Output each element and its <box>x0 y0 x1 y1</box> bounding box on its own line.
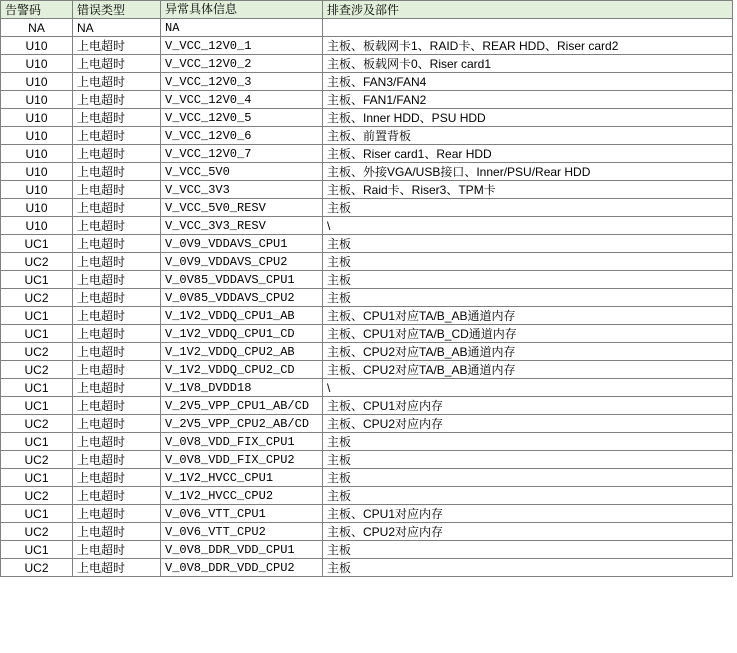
table-row <box>1 289 733 307</box>
table-header <box>1 1 733 19</box>
cell-detail-info: V_0V8_DDR_VDD_CPU2 <box>161 559 323 577</box>
cell-error-type: 上电超时 <box>73 343 161 361</box>
cell-error-type: 上电超时 <box>73 91 161 109</box>
table-row <box>1 109 733 127</box>
cell-error-type: 上电超时 <box>73 253 161 271</box>
cell-parts: 主板、CPU1对应内存 <box>323 397 733 415</box>
cell-parts: 主板 <box>323 199 733 217</box>
cell-error-type: 上电超时 <box>73 73 161 91</box>
cell-parts: \ <box>323 217 733 235</box>
cell-alarm-code: U10 <box>1 199 73 217</box>
cell-alarm-code: U10 <box>1 163 73 181</box>
cell-error-type: 上电超时 <box>73 415 161 433</box>
cell-detail-info: V_VCC_12V0_2 <box>161 55 323 73</box>
cell-parts: 主板、前置背板 <box>323 127 733 145</box>
cell-error-type: 上电超时 <box>73 109 161 127</box>
cell-detail-info: V_1V8_DVDD18 <box>161 379 323 397</box>
table-row <box>1 37 733 55</box>
column-header-parts: 排查涉及部件 <box>323 1 733 19</box>
cell-detail-info: V_0V85_VDDAVS_CPU2 <box>161 289 323 307</box>
cell-alarm-code: UC2 <box>1 451 73 469</box>
cell-detail-info: V_0V9_VDDAVS_CPU1 <box>161 235 323 253</box>
table-row <box>1 199 733 217</box>
table-row <box>1 127 733 145</box>
cell-parts: 主板、Riser card1、Rear HDD <box>323 145 733 163</box>
table-row <box>1 505 733 523</box>
cell-alarm-code: U10 <box>1 217 73 235</box>
cell-alarm-code: UC1 <box>1 541 73 559</box>
cell-detail-info: V_0V6_VTT_CPU2 <box>161 523 323 541</box>
table-row <box>1 433 733 451</box>
cell-detail-info: V_VCC_5V0_RESV <box>161 199 323 217</box>
cell-detail-info: NA <box>161 19 323 37</box>
cell-alarm-code: U10 <box>1 55 73 73</box>
cell-alarm-code: UC1 <box>1 307 73 325</box>
cell-parts: 主板 <box>323 559 733 577</box>
cell-parts: 主板 <box>323 469 733 487</box>
cell-detail-info: V_0V8_DDR_VDD_CPU1 <box>161 541 323 559</box>
cell-parts: 主板 <box>323 271 733 289</box>
cell-parts: 主板、外接VGA/USB接口、Inner/PSU/Rear HDD <box>323 163 733 181</box>
cell-parts: 主板 <box>323 487 733 505</box>
table-row <box>1 271 733 289</box>
cell-parts: 主板 <box>323 451 733 469</box>
cell-error-type: 上电超时 <box>73 145 161 163</box>
cell-alarm-code: UC1 <box>1 271 73 289</box>
cell-parts: 主板 <box>323 235 733 253</box>
table-row <box>1 559 733 577</box>
cell-alarm-code: UC2 <box>1 253 73 271</box>
cell-alarm-code: U10 <box>1 109 73 127</box>
cell-error-type: 上电超时 <box>73 55 161 73</box>
cell-detail-info: V_0V8_VDD_FIX_CPU1 <box>161 433 323 451</box>
cell-detail-info: V_1V2_HVCC_CPU2 <box>161 487 323 505</box>
cell-detail-info: V_1V2_VDDQ_CPU1_AB <box>161 307 323 325</box>
cell-alarm-code: UC1 <box>1 469 73 487</box>
cell-parts: \ <box>323 379 733 397</box>
cell-alarm-code: UC1 <box>1 379 73 397</box>
table-row <box>1 163 733 181</box>
cell-error-type: 上电超时 <box>73 235 161 253</box>
cell-alarm-code: UC1 <box>1 397 73 415</box>
cell-error-type: 上电超时 <box>73 559 161 577</box>
table-row <box>1 397 733 415</box>
cell-error-type: 上电超时 <box>73 271 161 289</box>
table-row <box>1 235 733 253</box>
cell-parts: 主板 <box>323 433 733 451</box>
cell-error-type: 上电超时 <box>73 163 161 181</box>
cell-detail-info: V_1V2_VDDQ_CPU2_CD <box>161 361 323 379</box>
table-row <box>1 469 733 487</box>
cell-detail-info: V_1V2_HVCC_CPU1 <box>161 469 323 487</box>
cell-alarm-code: UC2 <box>1 343 73 361</box>
cell-alarm-code: UC1 <box>1 235 73 253</box>
cell-error-type: 上电超时 <box>73 217 161 235</box>
cell-detail-info: V_VCC_12V0_3 <box>161 73 323 91</box>
table-row <box>1 307 733 325</box>
cell-alarm-code: NA <box>1 19 73 37</box>
cell-parts: 主板、CPU2对应TA/B_AB通道内存 <box>323 343 733 361</box>
cell-error-type: 上电超时 <box>73 199 161 217</box>
table-row <box>1 253 733 271</box>
cell-error-type: 上电超时 <box>73 379 161 397</box>
table-row <box>1 379 733 397</box>
table-row <box>1 73 733 91</box>
table-header-row <box>1 1 733 19</box>
cell-detail-info: V_2V5_VPP_CPU2_AB/CD <box>161 415 323 433</box>
table-row <box>1 55 733 73</box>
cell-alarm-code: UC1 <box>1 325 73 343</box>
cell-parts <box>323 19 733 37</box>
cell-parts: 主板 <box>323 541 733 559</box>
cell-error-type: NA <box>73 19 161 37</box>
cell-alarm-code: UC1 <box>1 505 73 523</box>
cell-detail-info: V_0V8_VDD_FIX_CPU2 <box>161 451 323 469</box>
cell-alarm-code: UC1 <box>1 433 73 451</box>
cell-alarm-code: U10 <box>1 91 73 109</box>
cell-error-type: 上电超时 <box>73 397 161 415</box>
cell-alarm-code: UC2 <box>1 361 73 379</box>
cell-detail-info: V_VCC_12V0_1 <box>161 37 323 55</box>
table-row <box>1 145 733 163</box>
cell-error-type: 上电超时 <box>73 361 161 379</box>
cell-alarm-code: UC2 <box>1 523 73 541</box>
table-row <box>1 541 733 559</box>
table-row <box>1 325 733 343</box>
cell-parts: 主板、板载网卡1、RAID卡、REAR HDD、Riser card2 <box>323 37 733 55</box>
cell-alarm-code: U10 <box>1 37 73 55</box>
cell-parts: 主板、FAN1/FAN2 <box>323 91 733 109</box>
cell-error-type: 上电超时 <box>73 433 161 451</box>
cell-detail-info: V_VCC_12V0_5 <box>161 109 323 127</box>
cell-error-type: 上电超时 <box>73 325 161 343</box>
table-row <box>1 415 733 433</box>
cell-error-type: 上电超时 <box>73 127 161 145</box>
table-row <box>1 217 733 235</box>
cell-detail-info: V_VCC_12V0_7 <box>161 145 323 163</box>
cell-alarm-code: U10 <box>1 181 73 199</box>
cell-error-type: 上电超时 <box>73 487 161 505</box>
cell-parts: 主板、FAN3/FAN4 <box>323 73 733 91</box>
cell-detail-info: V_0V85_VDDAVS_CPU1 <box>161 271 323 289</box>
table-row <box>1 19 733 37</box>
cell-parts: 主板、CPU1对应TA/B_AB通道内存 <box>323 307 733 325</box>
cell-detail-info: V_2V5_VPP_CPU1_AB/CD <box>161 397 323 415</box>
cell-parts: 主板、CPU1对应TA/B_CD通道内存 <box>323 325 733 343</box>
cell-detail-info: V_VCC_12V0_4 <box>161 91 323 109</box>
cell-error-type: 上电超时 <box>73 451 161 469</box>
cell-parts: 主板、CPU2对应内存 <box>323 415 733 433</box>
cell-error-type: 上电超时 <box>73 505 161 523</box>
table-row <box>1 523 733 541</box>
cell-alarm-code: UC2 <box>1 289 73 307</box>
table-row <box>1 361 733 379</box>
cell-alarm-code: UC2 <box>1 559 73 577</box>
cell-detail-info: V_0V6_VTT_CPU1 <box>161 505 323 523</box>
cell-error-type: 上电超时 <box>73 523 161 541</box>
cell-parts: 主板 <box>323 253 733 271</box>
cell-error-type: 上电超时 <box>73 469 161 487</box>
cell-detail-info: V_VCC_3V3 <box>161 181 323 199</box>
cell-alarm-code: UC2 <box>1 415 73 433</box>
table-row <box>1 181 733 199</box>
cell-alarm-code: U10 <box>1 73 73 91</box>
cell-alarm-code: U10 <box>1 127 73 145</box>
column-header-detail-info: 异常具体信息 <box>161 1 323 19</box>
cell-alarm-code: UC2 <box>1 487 73 505</box>
cell-detail-info: V_0V9_VDDAVS_CPU2 <box>161 253 323 271</box>
cell-detail-info: V_VCC_3V3_RESV <box>161 217 323 235</box>
table-body <box>1 19 733 577</box>
cell-detail-info: V_VCC_12V0_6 <box>161 127 323 145</box>
cell-error-type: 上电超时 <box>73 289 161 307</box>
cell-alarm-code: U10 <box>1 145 73 163</box>
cell-detail-info: V_VCC_5V0 <box>161 163 323 181</box>
table-row <box>1 451 733 469</box>
cell-parts: 主板、Raid卡、Riser3、TPM卡 <box>323 181 733 199</box>
table-row <box>1 487 733 505</box>
column-header-error-type: 错误类型 <box>73 1 161 19</box>
cell-parts: 主板 <box>323 289 733 307</box>
cell-parts: 主板、Inner HDD、PSU HDD <box>323 109 733 127</box>
cell-detail-info: V_1V2_VDDQ_CPU1_CD <box>161 325 323 343</box>
cell-parts: 主板、CPU1对应内存 <box>323 505 733 523</box>
cell-parts: 主板、CPU2对应TA/B_AB通道内存 <box>323 361 733 379</box>
cell-error-type: 上电超时 <box>73 541 161 559</box>
cell-detail-info: V_1V2_VDDQ_CPU2_AB <box>161 343 323 361</box>
column-header-alarm-code: 告警码 <box>1 1 73 19</box>
cell-parts: 主板、CPU2对应内存 <box>323 523 733 541</box>
cell-error-type: 上电超时 <box>73 37 161 55</box>
cell-parts: 主板、板载网卡0、Riser card1 <box>323 55 733 73</box>
cell-error-type: 上电超时 <box>73 181 161 199</box>
cell-error-type: 上电超时 <box>73 307 161 325</box>
table-row <box>1 91 733 109</box>
table-row <box>1 343 733 361</box>
